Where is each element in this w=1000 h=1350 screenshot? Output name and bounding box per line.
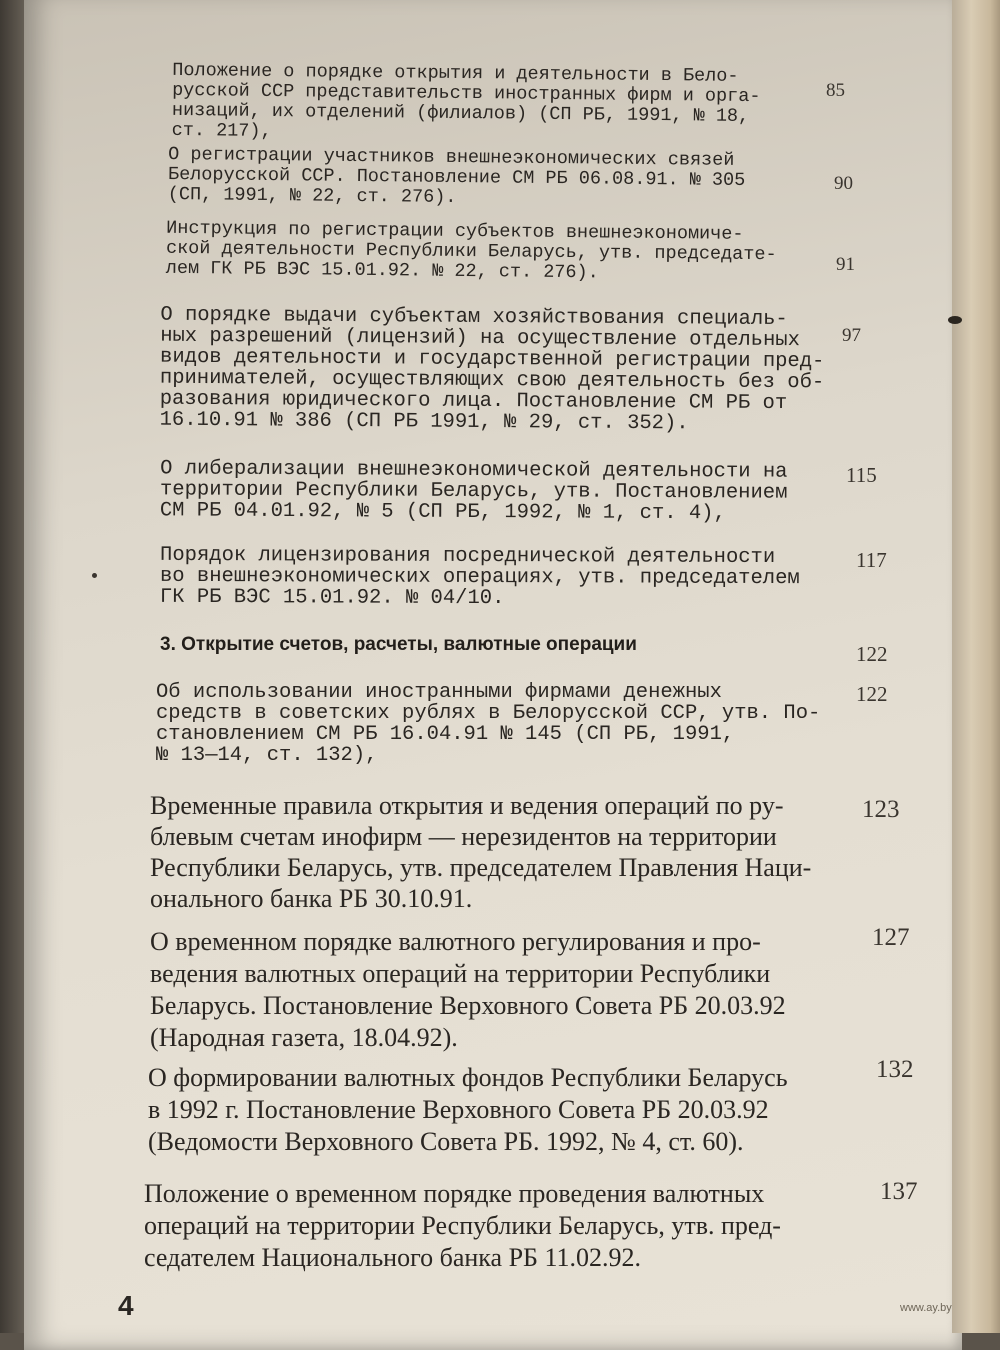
toc-page-number: 117 [856, 548, 887, 572]
toc-page-number: 90 [834, 173, 853, 194]
toc-entry: О либерализации внешнеэкономической деятельности на территории Республики Беларусь, утв. Постановлением СМ РБ 04.01.92, № 5 (СП РБ, 1992, № 1, ст. 4), [159, 457, 788, 526]
toc-entry: О временном порядке валютного регулирования и про- ведения валютных операций на территории Республики Беларусь. Постановление Верховного Совета РБ 20.03.92 (Народная газета, 18.04.92). [150, 927, 786, 1052]
toc-page-number: 97 [842, 325, 861, 346]
toc-entry: Положение о порядке открытия и деятельности в Бело- русской ССР представительств иностранных фирм и орга- низаций, их отделений (филиалов) (СП РБ, 1991, № 18, ст. 217), [171, 59, 761, 142]
toc-page-number: 132 [876, 1056, 914, 1083]
page-number: 4 [118, 1290, 134, 1321]
page-stack-edge [952, 0, 1000, 1333]
toc-entry: Порядок лицензирования посреднической деятельности во внешнеэкономических операциях, утв. председателем ГК РБ ВЭС 15.01.92. № 04/10. [159, 543, 800, 611]
toc-page-number: 115 [846, 463, 877, 487]
toc-page-number: 85 [826, 80, 845, 101]
toc-entry: О формировании валютных фондов Республики Беларусь в 1992 г. Постановление Верховного Совета РБ 20.03.92 (Ведомости Верховного Совета РБ. 1992, № 4, ст. 60). [148, 1063, 788, 1156]
toc-page-number: 127 [872, 924, 910, 951]
toc-entry: Об использовании иностранными фирмами денежных средств в советских рублях в Белорусской ССР, утв. По- становлением СМ РБ 16.04.91 № 145 (СП РБ, 1991, № 13—14, ст. 132), [156, 681, 821, 767]
section-page-number: 122 [856, 642, 888, 666]
watermark: www.ay.by [900, 1302, 952, 1314]
binding-thread [948, 316, 962, 324]
toc-page-number: 137 [880, 1178, 918, 1205]
toc-page-number: 123 [862, 796, 900, 823]
section-heading: 3. Открытие счетов, расчеты, валютные операции [160, 634, 637, 655]
toc-page-number: 122 [856, 682, 888, 706]
toc-entry: Положение о временном порядке проведения валютных операций на территории Республики Беларусь, утв. пред- седателем Национального банка РБ 11.02.92. [144, 1179, 781, 1272]
toc-entry: Инструкция по регистрации субъектов внешнеэкономиче- ской деятельности Республики Беларусь, утв. председате- лем ГК РБ ВЭС 15.01.92. № 22, ст. 276). [165, 217, 777, 284]
ink-speck [92, 573, 97, 578]
toc-entry: Временные правила открытия и ведения операций по ру- блевым счетам инофирм — нерезидентов на территории Республики Беларусь, утв. председателем Правления Наци- онального банка РБ 30.10.91. [150, 791, 812, 913]
toc-page-number: 91 [836, 254, 855, 275]
toc-entry: О порядке выдачи субъектам хозяйствования специаль- ных разрешений (лицензий) на осуществление отдельных видов деятельности и государственной регистрации пред- принимателей, осуществляющих свою деятельность без об- разования юридического лица. Постановление СМ РБ от 16.10.91 № 386 (СП РБ 1991, № 29, ст. 352). [159, 303, 825, 436]
toc-entry: О регистрации участников внешнеэкономических связей Белорусской ССР. Постановление СМ РБ 06.08.91. № 305 (СП, 1991, № 22, ст. 276). [167, 143, 746, 208]
